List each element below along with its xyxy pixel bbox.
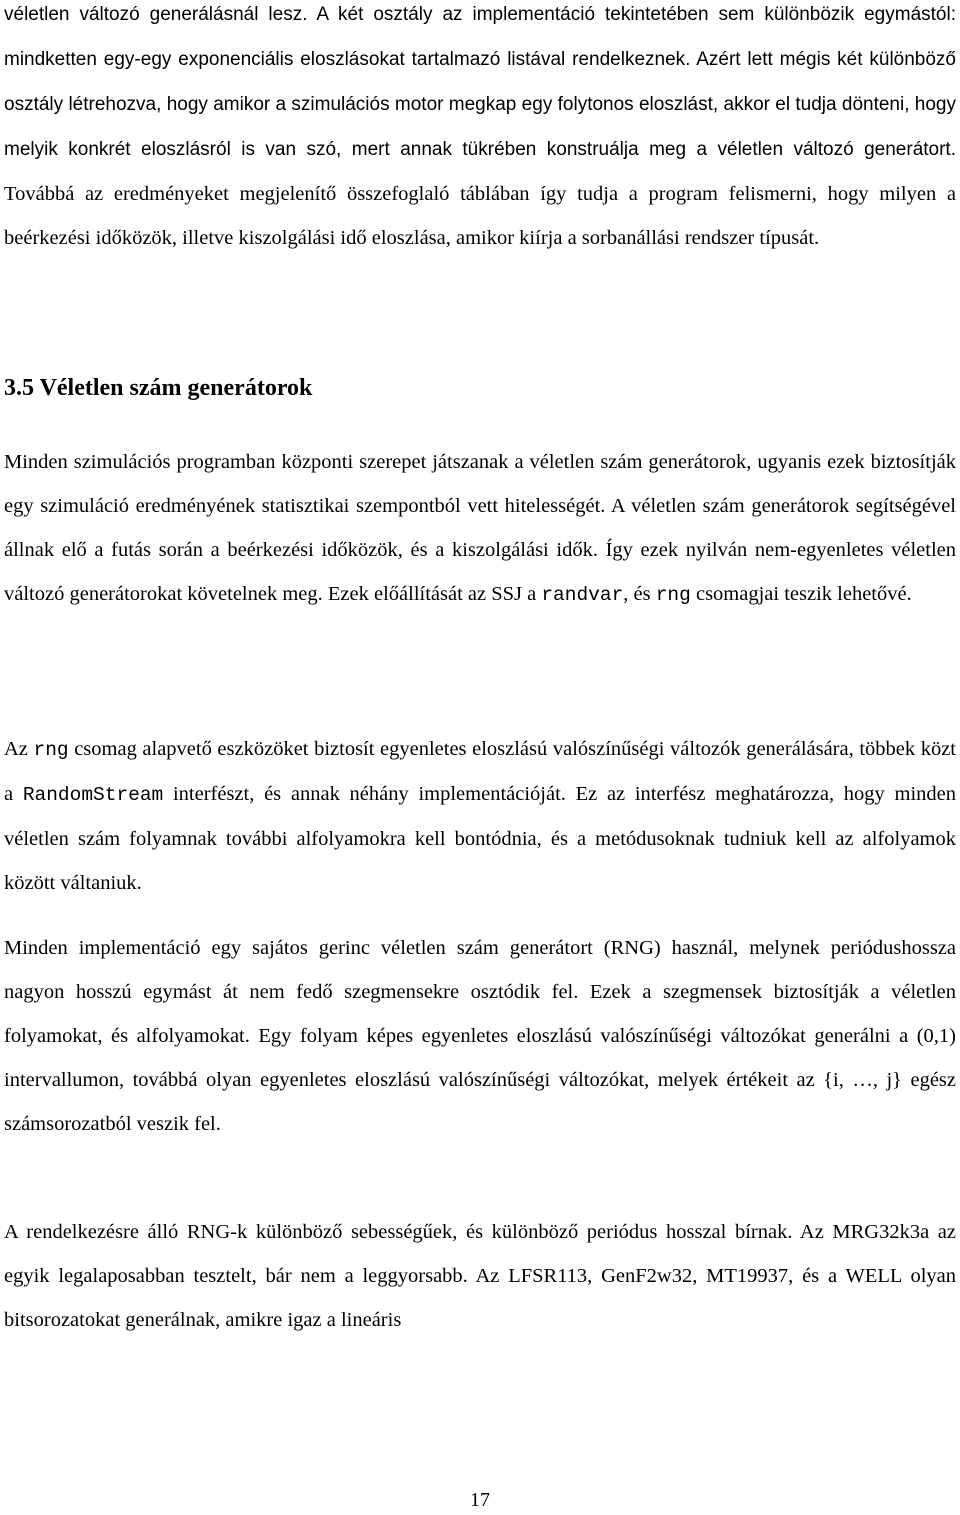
paragraph-rng-package	[4, 727, 956, 905]
paragraph-implementations: Minden implementáció egy sajátos gerinc véletlen szám generátort (RNG) használ, melynek periódushossza nagyon hosszú egymást át nem fedő szegmensekre osztódik fel. Ezek a szegmensek biztosítják a véletlen folyamokat, és alfolyamokat. Egy folyam képes egyenletes eloszlású valószínűségi változókat generálni a (0,1) intervallumon, továbbá olyan egyenletes eloszlású valószínűségi változókat, melyek értékeit az {i, …, j} egész számsorozatból veszik fel.	[4, 937, 956, 1135]
code-rng: rng	[33, 739, 69, 761]
code-rng: rng	[655, 584, 691, 606]
paragraph-text: Az	[4, 738, 34, 760]
paragraph-available-rngs: A rendelkezésre álló RNG-k különböző sebességűek, és különböző periódus hosszal bírnak. Az MRG32k3a az egyik legalaposabban tesztelt, bár nem a leggyorsabb. Az LFSR113, GenF2w32, MT19937, és a WELL olyan bitsorozatokat generálnak, amikre igaz a lineáris	[4, 1221, 956, 1331]
paragraph-queue-classes	[4, 0, 956, 260]
page-number: 17	[470, 1489, 490, 1511]
paragraph-rng-intro	[4, 440, 956, 617]
paragraph-text-sans: véletlen változó generálásnál lesz. A két osztály az implementáció tekintetében sem különbözik egymástól: mindketten egy-egy exponenciális eloszlásokat tartalmazó listával rendelkeznek. Azért lett mégis két különböző osztály létrehozva, hogy amikor a szimulációs motor megkap egy folytonos eloszlást, akkor el tudja dönteni, hogy melyik konkrét eloszlásról is van szó, mert annak tükrében konstruálja meg a véletlen változó generátort.	[4, 4, 956, 160]
section-heading: 3.5 Véletlen szám generátorok	[4, 375, 313, 401]
paragraph-text: interfészt, és annak néhány implementációját. Ez az interfész meghatározza, hogy minden véletlen szám folyamnak további alfolyamokra kell bontódnia, és a metódusoknak tudniuk kell az alfolyamok között váltaniuk.	[4, 783, 957, 894]
code-randomstream: RandomStream	[22, 784, 164, 806]
code-randvar: randvar	[541, 584, 624, 606]
paragraph-text: csomagjai teszik lehetővé.	[690, 583, 912, 605]
paragraph-text-serif: Továbbá az eredményeket megjelenítő összefoglaló táblában így tudja a program felismerni, hogy milyen a beérkezési időközök, illetve kiszolgálási idő eloszlása, amikor kiírja a sorbanállási rendszer típusát.	[4, 183, 956, 249]
paragraph-text: csomag alapvető eszközöket biztosít egyenletes eloszlású valószínűségi változók generálására, többek közt a	[4, 738, 956, 805]
paragraph-text: Minden szimulációs programban központi szerepet játszanak a véletlen szám generátorok, ugyanis ezek biztosítják egy szimuláció eredményének statisztikai szempontból vett hitelességét. A véletlen szám generátorok segítségével állnak elő a futás során a beérkezési időközök, és a kiszolgálási idők. Így ezek nyilván nem-egyenletes véletlen változó generátorokat követelnek meg. Ezek előállítását az SSJ a	[4, 451, 956, 605]
paragraph-text: , és	[623, 583, 656, 605]
